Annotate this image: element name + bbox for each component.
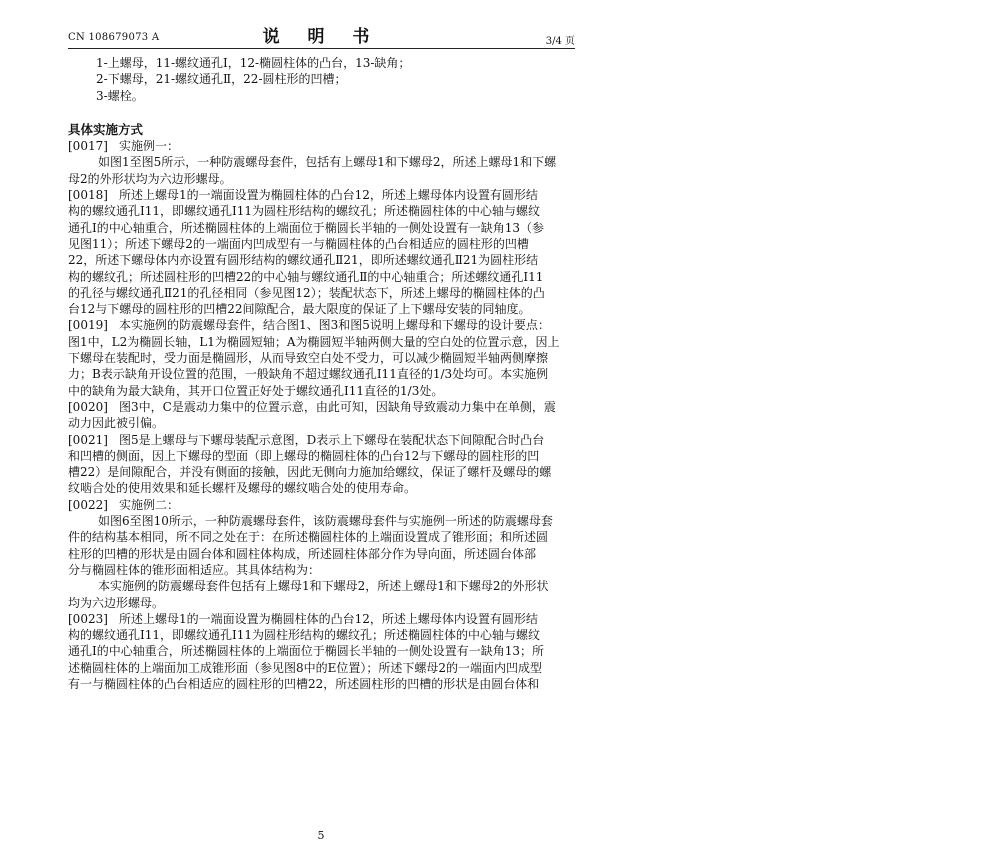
paragraph-line	[68, 464, 575, 480]
paragraph-text: 图1中，L2为椭圆长轴，L1为椭圆短轴；A为椭圆短半轴两侧大量的空白处的位置示意，因上	[68, 334, 560, 349]
paragraph-text: 台12与下螺母的圆柱形的凹槽22间隙配合，最大限度的保证了上下螺母安装的同轴度。	[68, 302, 531, 317]
paragraph-text: 22，所述下螺母体内亦设置有圆形结构的螺纹通孔Ⅱ21，即所述螺纹通孔Ⅱ21为圆柱形结	[68, 253, 539, 268]
document-body	[68, 55, 575, 692]
paragraph-line	[68, 448, 575, 464]
paragraph-line	[68, 285, 575, 301]
paragraph-text: 本实施例的防震螺母套件包括有上螺母1和下螺母2，所述上螺母1和下螺母2的外形状	[98, 579, 549, 594]
paragraph-text: 构的螺纹通孔Ⅰ11，即螺纹通孔Ⅰ11为圆柱形结构的螺纹孔；所述椭圆柱体的中心轴与螺纹	[68, 628, 541, 643]
paragraph-line	[68, 171, 575, 187]
paragraph-text: 所述上螺母1的一端面设置为椭圆柱体的凸台12，所述上螺母体内设置有圆形结	[119, 188, 538, 203]
document-id: CN 108679073 A	[68, 32, 160, 43]
paragraph-line	[68, 480, 575, 496]
paragraph-text: 如图6至图10所示，一种防震螺母套件，该防震螺母套件与实施例一所述的防震螺母套	[98, 514, 553, 529]
paragraph-text: 构的螺纹通孔Ⅰ11，即螺纹通孔Ⅰ11为圆柱形结构的螺纹孔；所述椭圆柱体的中心轴与螺纹	[68, 204, 541, 219]
paragraph-number: [0023]	[68, 611, 108, 626]
paragraph-line	[68, 334, 575, 350]
paragraph-text: 实施例二：	[119, 497, 180, 512]
paragraph-text: 所述上螺母1的一端面设置为椭圆柱体的凸台12，所述上螺母体内设置有圆形结	[119, 611, 538, 626]
header-divider	[68, 48, 575, 49]
paragraph-number: [0022]	[68, 497, 108, 512]
paragraph-text: 述椭圆柱体的上端面加工成锥形面（参见图8中的E位置）；所述下螺母2的一端面内凹成型	[68, 660, 543, 675]
paragraph-line	[68, 301, 575, 317]
paragraph-line	[68, 546, 575, 562]
paragraph-line	[68, 627, 575, 643]
paragraph-text: 下螺母在装配时，受力面是椭圆形，从而导致空白处不受力，可以减少椭圆短半轴两侧摩擦	[68, 351, 549, 366]
paragraph-line	[68, 643, 575, 659]
paragraph-text: 通孔Ⅰ的中心轴重合，所述椭圆柱体的上端面位于椭圆长半轴的一侧处设置有一缺角13；所	[68, 644, 545, 659]
paragraph-text: 槽22）是间隙配合，并没有侧面的接触，因此无侧向力施加给螺纹，保证了螺杆及螺母的螺	[68, 465, 552, 480]
paragraph-text: 实施例一：	[119, 139, 180, 154]
paragraph-number: [0017]	[68, 139, 108, 154]
paragraph-line	[68, 513, 575, 529]
paragraph-number: [0018]	[68, 188, 108, 203]
reference-item: 1-上螺母，11-螺纹通孔Ⅰ，12-椭圆柱体的凸台，13-缺角；	[96, 56, 411, 70]
paragraph-line	[68, 660, 575, 676]
paragraph-line	[68, 399, 575, 415]
paragraph-line	[68, 236, 575, 252]
paragraph-text: 柱形的凹槽的形状是由圆台体和圆柱体构成，所述圆柱体部分作为导向面，所述圆台体部	[68, 546, 537, 561]
paragraph-line	[68, 154, 575, 170]
paragraph-line	[68, 187, 575, 203]
paragraph-line	[68, 578, 575, 594]
paragraph-list	[68, 138, 575, 692]
paragraph-line	[68, 562, 575, 578]
page-number: 5	[317, 829, 325, 842]
paragraph-line	[68, 676, 575, 692]
paragraph-text: 力；B表示缺角开设位置的范围，一般缺角不超过螺纹通孔Ⅰ11直径的1/3处均可。本实施例	[68, 367, 549, 382]
paragraph-line	[68, 203, 575, 219]
page-title: 说 明 书	[262, 27, 381, 47]
paragraph-line	[68, 497, 575, 513]
paragraph-number: [0020]	[68, 399, 108, 414]
paragraph-text: 母2的外形状均为六边形螺母。	[68, 171, 232, 186]
paragraph-text: 见图11）；所述下螺母2的一端面内凹成型有一与椭圆柱体的凸台相适应的圆柱形的凹槽	[68, 236, 529, 251]
paragraph-text: 本实施例的防震螺母套件，结合图1、图3和图5说明上螺母和下螺母的设计要点：	[119, 318, 550, 333]
paragraph-line	[68, 611, 575, 627]
paragraph-text: 动力因此被引偏。	[68, 416, 165, 431]
paragraph-text: 中的缺角为最大缺角，其开口位置正好处于螺纹通孔Ⅰ11直径的1/3处。	[68, 383, 444, 398]
paragraph-line	[68, 220, 575, 236]
paragraph-line	[68, 350, 575, 366]
paragraph-text: 的孔径与螺纹通孔Ⅱ21的孔径相同（参见图12）；装配状态下，所述上螺母的椭圆柱体的凸	[68, 285, 545, 300]
paragraph-number: [0019]	[68, 318, 108, 333]
paragraph-line	[68, 138, 575, 154]
page-info: 3/4 页	[545, 36, 575, 47]
section-heading: 具体实施方式	[68, 121, 144, 137]
reference-item: 2-下螺母，21-螺纹通孔Ⅱ，22-圆柱形的凹槽；	[96, 72, 347, 87]
paragraph-text: 均为六边形螺母。	[68, 595, 165, 610]
paragraph-text: 和凹槽的侧面，因上下螺母的型面（即上螺母的椭圆柱体的凸台12与下螺母的圆柱形的凹	[68, 448, 540, 463]
paragraph-line	[68, 529, 575, 545]
paragraph-line	[68, 432, 575, 448]
paragraph-line	[68, 252, 575, 268]
paragraph-text: 纹啮合处的使用效果和延长螺杆及螺母的螺纹啮合处的使用寿命。	[68, 481, 417, 496]
paragraph-text: 有一与椭圆柱体的凸台相适应的圆柱形的凹槽22，所述圆柱形的凹槽的形状是由圆台体和	[68, 676, 540, 691]
paragraph-line	[68, 317, 575, 333]
paragraph-line	[68, 415, 575, 431]
paragraph-text: 分与椭圆柱体的锥形面相适应。其具体结构为：	[68, 562, 321, 577]
paragraph-text: 通孔Ⅰ的中心轴重合，所述椭圆柱体的上端面位于椭圆长半轴的一侧处设置有一缺角13（参	[68, 220, 545, 235]
paragraph-line	[68, 269, 575, 285]
paragraph-number: [0021]	[68, 432, 108, 447]
paragraph-line	[68, 595, 575, 611]
reference-item: 3-螺栓。	[96, 88, 144, 103]
paragraph-text: 构的螺纹孔；所述圆柱形的凹槽22的中心轴与螺纹通孔Ⅱ的中心轴重合；所述螺纹通孔Ⅰ11	[68, 269, 544, 284]
paragraph-line	[68, 366, 575, 382]
paragraph-text: 图3中，C是震动力集中的位置示意，由此可知，因缺角导致震动力集中在单侧，震	[119, 399, 556, 414]
page-header	[68, 22, 575, 48]
paragraph-line	[68, 383, 575, 399]
paragraph-text: 如图1至图5所示，一种防震螺母套件，包括有上螺母1和下螺母2，所述上螺母1和下螺	[98, 155, 557, 170]
paragraph-text: 图5是上螺母与下螺母装配示意图，D表示上下螺母在装配状态下间隙配合时凸台	[119, 432, 545, 447]
paragraph-text: 件的结构基本相同，所不同之处在于：在所述椭圆柱体的上端面设置成了锥形面；和所述圆	[68, 530, 549, 545]
